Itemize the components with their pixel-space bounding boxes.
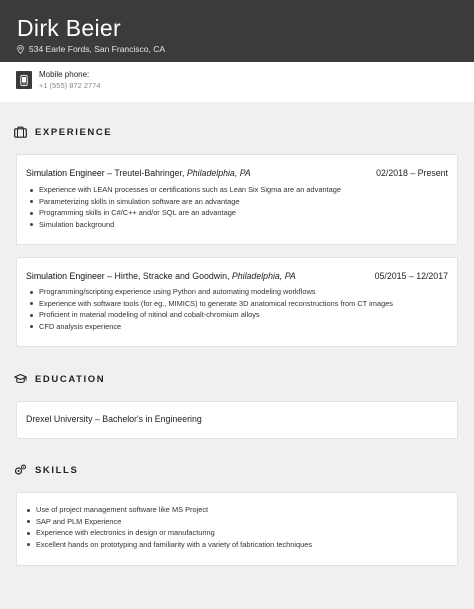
skills-heading	[14, 464, 78, 476]
education-heading	[14, 373, 105, 385]
separator: –	[104, 168, 115, 178]
mobile-phone-icon	[16, 71, 32, 89]
job-bullets	[30, 286, 393, 332]
list-item: Use of project management software like MS Project	[27, 504, 312, 516]
section-title-skills: SKILLS	[35, 464, 79, 476]
gears-icon	[14, 464, 27, 476]
contact-bar	[0, 62, 474, 102]
job-title: Simulation Engineer	[26, 271, 105, 281]
list-item: Programming/scripting experience using Python and automating modeling workflows	[30, 286, 393, 298]
list-item: Experience with software tools (for eg., MIMICS) to generate 3D anatomical reconstructions from CT images	[30, 298, 393, 310]
candidate-name: Dirk Beier	[17, 15, 121, 41]
list-item: Parameterizing skills in simulation software are an advantage	[30, 196, 341, 208]
education-item	[16, 401, 458, 439]
graduation-cap-icon	[14, 373, 27, 385]
company-name: Hirthe, Stracke and Goodwin,	[114, 271, 232, 281]
resume-header	[0, 0, 474, 62]
job-title: Simulation Engineer	[26, 168, 105, 178]
briefcase-icon	[14, 126, 27, 138]
experience-item	[16, 257, 458, 347]
list-item: SAP and PLM Experience	[27, 516, 312, 528]
job-title-line	[26, 271, 296, 281]
skills-card	[16, 492, 458, 566]
job-location: Philadelphia, PA	[231, 271, 296, 281]
job-bullets	[30, 184, 341, 230]
degree-name: Bachelor's in Engineering	[102, 414, 202, 424]
list-item: Excellent hands on prototyping and familiarity with a variety of fabrication techniques	[27, 539, 312, 551]
list-item: Experience with LEAN processes or certifications such as Lean Six Sigma are an advantage	[30, 184, 341, 196]
phone-number[interactable]: +1 (555) 872 2774	[39, 81, 101, 90]
section-title-education: EDUCATION	[35, 373, 106, 385]
education-line	[26, 414, 202, 424]
school-name: Drexel University	[26, 414, 93, 424]
list-item: Experience with electronics in design or manufacturing	[27, 527, 312, 539]
address-text: 534 Earle Fords, San Francisco, CA	[29, 44, 166, 54]
separator: –	[92, 414, 103, 424]
list-item: Programming skills in C#/C++ and/or SQL are an advantage	[30, 207, 341, 219]
separator: –	[104, 271, 115, 281]
list-item: Simulation background	[30, 219, 341, 231]
section-title-experience: EXPERIENCE	[35, 126, 113, 138]
job-dates: 02/2018 – Present	[376, 168, 448, 178]
experience-item	[16, 154, 458, 245]
list-item: Proficient in material modeling of nitinol and cobalt-chromium alloys	[30, 309, 393, 321]
list-item: CFD analysis experience	[30, 321, 393, 333]
job-dates: 05/2015 – 12/2017	[374, 271, 448, 281]
map-pin-icon	[17, 45, 24, 54]
job-location: Philadelphia, PA	[186, 168, 251, 178]
address-line	[17, 44, 165, 54]
skills-list	[27, 504, 312, 550]
job-title-line	[26, 168, 251, 178]
company-name: Treutel-Bahringer,	[114, 168, 187, 178]
experience-heading	[14, 126, 112, 138]
phone-label: Mobile phone:	[39, 70, 90, 79]
